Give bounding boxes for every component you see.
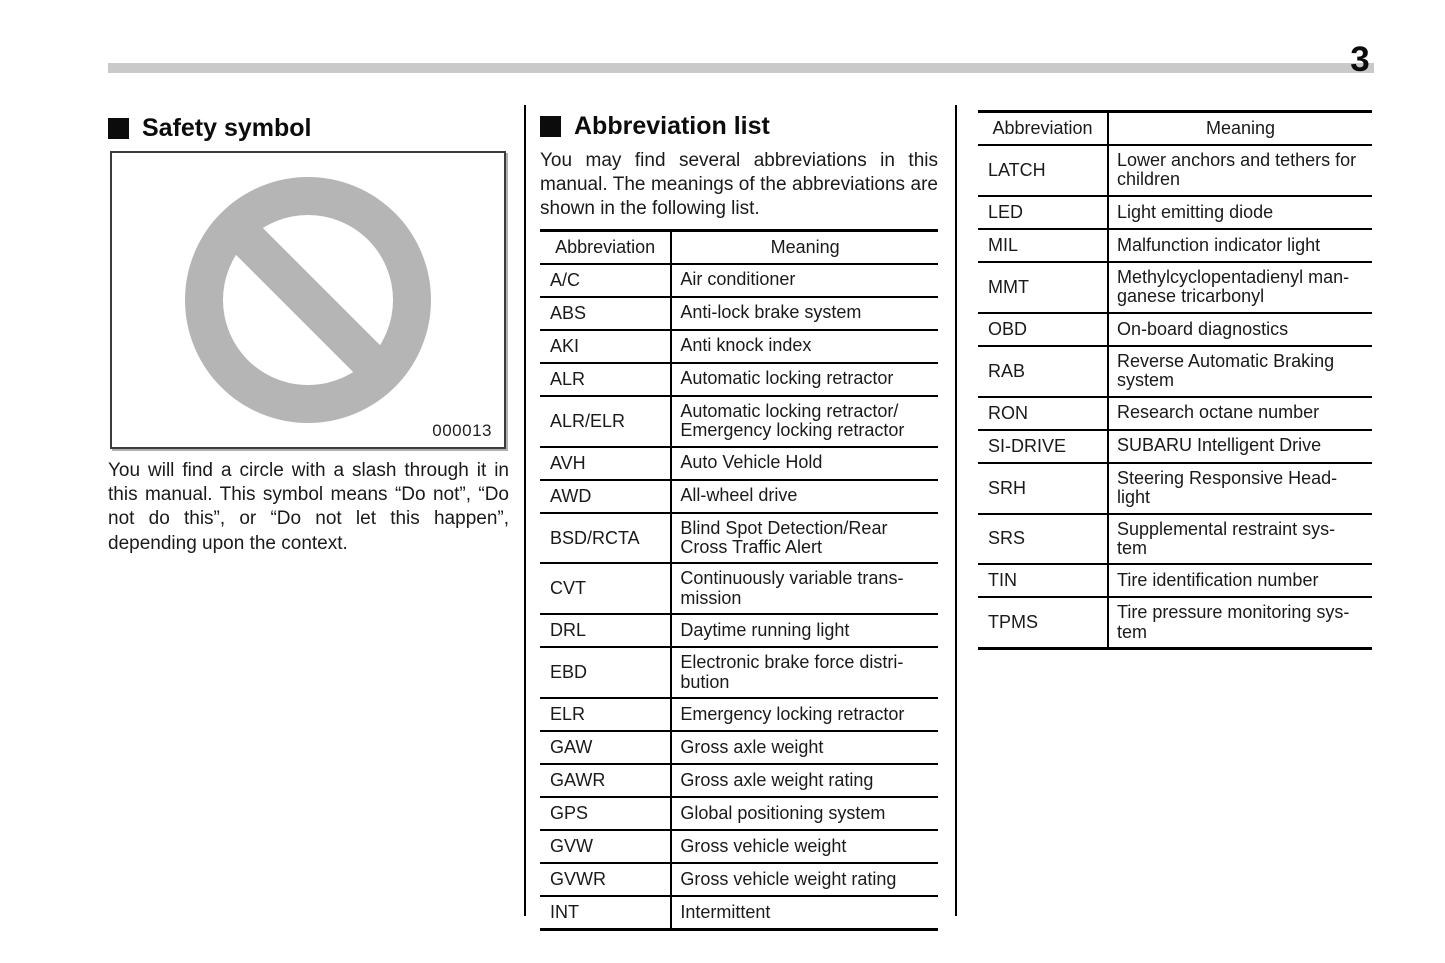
column-header-meaning: Meaning [671, 230, 938, 264]
abbreviation-cell: OBD [978, 313, 1108, 346]
prohibition-sign-icon [185, 177, 431, 423]
abbreviation-cell: ABS [540, 297, 671, 330]
meaning-cell: Research octane number [1108, 397, 1372, 430]
abbreviation-cell: TIN [978, 564, 1108, 597]
figure-code: 000013 [432, 420, 492, 440]
meaning-cell: Gross axle weight rating [671, 764, 938, 797]
table-row [978, 564, 1372, 597]
abbreviation-list-heading [540, 112, 938, 141]
table-row [540, 330, 938, 363]
abbreviation-list-heading-label: Abbreviation list [574, 112, 770, 140]
abbreviation-cell: TPMS [978, 597, 1108, 648]
table-row [540, 614, 938, 647]
meaning-cell: All-wheel drive [671, 480, 938, 513]
meaning-cell: Automatic locking retractor/ Emergency locking retractor [671, 396, 938, 447]
meaning-cell: Gross axle weight [671, 731, 938, 764]
safety-symbol-figure [110, 151, 506, 449]
safety-symbol-section [108, 114, 509, 556]
abbreviation-cell: BSD/RCTA [540, 513, 671, 564]
table-row [540, 830, 938, 863]
table-row [540, 563, 938, 614]
abbreviation-cell: MMT [978, 262, 1108, 313]
square-bullet-icon [540, 116, 561, 137]
meaning-cell: Tire identification number [1108, 564, 1372, 597]
abbreviation-cell: DRL [540, 614, 671, 647]
meaning-cell: Emergency locking retractor [671, 698, 938, 731]
meaning-cell: Steering Responsive Head- light [1108, 463, 1372, 514]
abbreviation-cell: RON [978, 397, 1108, 430]
table-row [540, 297, 938, 330]
meaning-cell: Anti knock index [671, 330, 938, 363]
meaning-cell: Anti-lock brake system [671, 297, 938, 330]
meaning-cell: Continuously variable trans- mission [671, 563, 938, 614]
meaning-cell: Reverse Automatic Braking system [1108, 346, 1372, 397]
abbreviation-cell: ALR [540, 363, 671, 396]
column-divider-right [955, 105, 957, 916]
table-row [540, 480, 938, 513]
table-row [978, 514, 1372, 565]
table-header-row [540, 230, 938, 264]
abbreviation-cell: EBD [540, 647, 671, 698]
meaning-cell: Air conditioner [680, 269, 796, 290]
meaning-cell: Light emitting diode [1108, 196, 1372, 229]
meaning-cell: Global positioning system [671, 797, 938, 830]
abbreviation-table-2 [978, 110, 1372, 650]
table-row [540, 764, 938, 797]
header-rule-bar [108, 63, 1374, 73]
abbreviation-cell: INT [540, 896, 671, 930]
abbreviation-list-continued [978, 110, 1372, 650]
column-header-abbreviation: Abbreviation [978, 112, 1108, 146]
table-row [540, 896, 938, 930]
table-row [978, 397, 1372, 430]
table-row [540, 513, 938, 564]
abbreviation-cell: GVW [540, 830, 671, 863]
table-row [540, 396, 938, 447]
abbreviation-cell: GPS [540, 797, 671, 830]
abbreviation-cell: LED [978, 196, 1108, 229]
abbreviation-cell: GAWR [540, 764, 671, 797]
table-row [978, 196, 1372, 229]
page-number: 3 [1350, 40, 1370, 79]
meaning-cell: Intermittent [671, 896, 938, 930]
safety-symbol-heading [108, 114, 509, 143]
table-header-row [978, 112, 1372, 146]
table-row [978, 463, 1372, 514]
abbreviation-cell: GVWR [540, 863, 671, 896]
abbreviation-cell: SI-DRIVE [978, 430, 1108, 463]
table-row [978, 597, 1372, 648]
table-row [540, 731, 938, 764]
safety-symbol-heading-label: Safety symbol [142, 114, 312, 142]
meaning-cell: Gross vehicle weight [671, 830, 938, 863]
abbreviation-list-intro: You may find several abbreviations in this manual. The meanings of the abbreviations are shown in the following list. [540, 149, 938, 220]
meaning-cell: SUBARU Intelligent Drive [1108, 430, 1372, 463]
table-row [978, 430, 1372, 463]
abbreviation-cell: LATCH [978, 145, 1108, 196]
table-row [978, 346, 1372, 397]
meaning-cell: On-board diagnostics [1108, 313, 1372, 346]
meaning-cell: Daytime running light [671, 614, 938, 647]
square-bullet-icon [108, 118, 129, 139]
table-row [540, 264, 938, 297]
abbreviation-cell: SRS [978, 514, 1108, 565]
table-row [978, 229, 1372, 262]
meaning-cell: Methylcyclopentadienyl man- ganese tricarbonyl [1108, 262, 1372, 313]
table-row [540, 447, 938, 480]
abbreviation-cell: AWD [540, 480, 671, 513]
table-row [540, 698, 938, 731]
safety-symbol-description: You will find a circle with a slash through it in this manual. This symbol means “Do not”, “Do not do this”, or “Do not let this happen”, depending upon the context. [108, 459, 509, 554]
column-header-abbreviation: Abbreviation [540, 230, 671, 264]
meaning-cell: Malfunction indicator light [1108, 229, 1372, 262]
meaning-cell: Lower anchors and tethers for children [1117, 150, 1357, 190]
abbreviation-list-section [540, 112, 938, 931]
meaning-cell: Blind Spot Detection/Rear Cross Traffic Alert [671, 513, 938, 564]
table-row [540, 363, 938, 396]
meaning-cell: Gross vehicle weight rating [671, 863, 938, 896]
abbreviation-cell: ALR/ELR [540, 396, 671, 447]
abbreviation-cell: MIL [978, 229, 1108, 262]
abbreviation-cell: CVT [540, 563, 671, 614]
meaning-cell: Electronic brake force distri- bution [671, 647, 938, 698]
abbreviation-cell: A/C [540, 264, 671, 297]
abbreviation-cell: GAW [540, 731, 671, 764]
abbreviation-cell: SRH [978, 463, 1108, 514]
abbreviation-cell: RAB [978, 346, 1108, 397]
meaning-cell: Auto Vehicle Hold [671, 447, 938, 480]
table-row [540, 863, 938, 896]
column-header-meaning: Meaning [1108, 112, 1372, 146]
table-row [540, 647, 938, 698]
abbreviation-cell: AVH [540, 447, 671, 480]
abbreviation-cell: ELR [540, 698, 671, 731]
abbreviation-table-1 [540, 229, 938, 932]
meaning-cell: Tire pressure monitoring sys- tem [1108, 597, 1372, 648]
meaning-cell: Automatic locking retractor [671, 363, 938, 396]
table-row [978, 313, 1372, 346]
table-row [540, 797, 938, 830]
table-row [978, 262, 1372, 313]
abbreviation-cell: AKI [540, 330, 671, 363]
meaning-cell: Supplemental restraint sys- tem [1108, 514, 1372, 565]
table-row [978, 145, 1372, 196]
column-divider-left [524, 105, 526, 916]
